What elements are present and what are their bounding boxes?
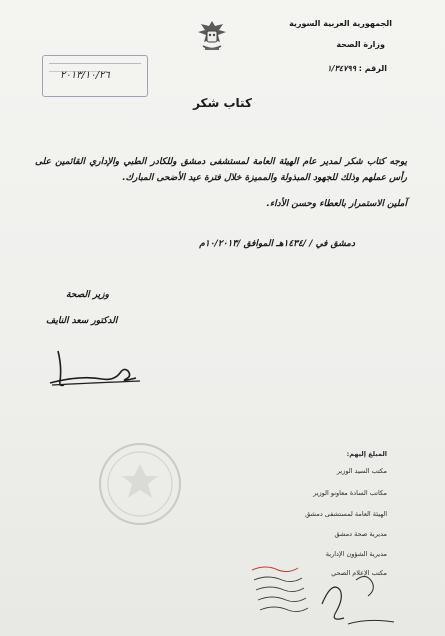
distribution-item: مديرية صحة دمشق [334,530,387,538]
body-paragraph-1: يوجه كتاب شكر لمدير عام الهيئة العامة لمستشفى دمشق وللكادر الطبي والإداري القائمين على رأس عملهم وذلك للجهود المبذولة والمميزة خلال فترة عيد الأضحى المبارك. [35,157,407,183]
distribution-item: مكتب الإعلام الصحي [331,569,387,577]
ministry-name: وزارة الصحة [336,40,385,49]
distribution-item: مكتب السيد الوزير [336,467,387,475]
date-line: دمشق في / /١٤٣٤هـ الموافق /١٠/٢٠١٣م [199,239,355,249]
official-seal [96,440,184,528]
document-title: كتاب شكر [193,96,252,110]
reference-number [327,64,387,73]
handwritten-annotations [248,560,398,632]
handwritten-signature [40,345,150,397]
handwritten-date: ٢٠١٣/١٠/٢٦ [60,70,110,81]
reference-label: الرقم : [358,64,387,73]
signatory-name: الدكتور سعد النايف [46,316,118,326]
country-name: الجمهورية العربية السورية [289,19,392,28]
distribution-label: المبلغ إليهم: [346,450,387,458]
reference-value: ١/٣٤٧٩٩ [327,64,356,73]
distribution-item: الهيئة العامة لمستشفى دمشق [305,510,387,518]
distribution-item: مكاتب السادة معاونو الوزير [313,489,387,497]
distribution-item: مديرية الشؤون الإدارية [325,550,387,558]
body-paragraph-2: آملين الاستمرار بالعطاء وحسن الأداء. [266,199,407,209]
syrian-eagle-emblem-icon [195,18,229,54]
signatory-title: وزير الصحة [66,290,109,300]
